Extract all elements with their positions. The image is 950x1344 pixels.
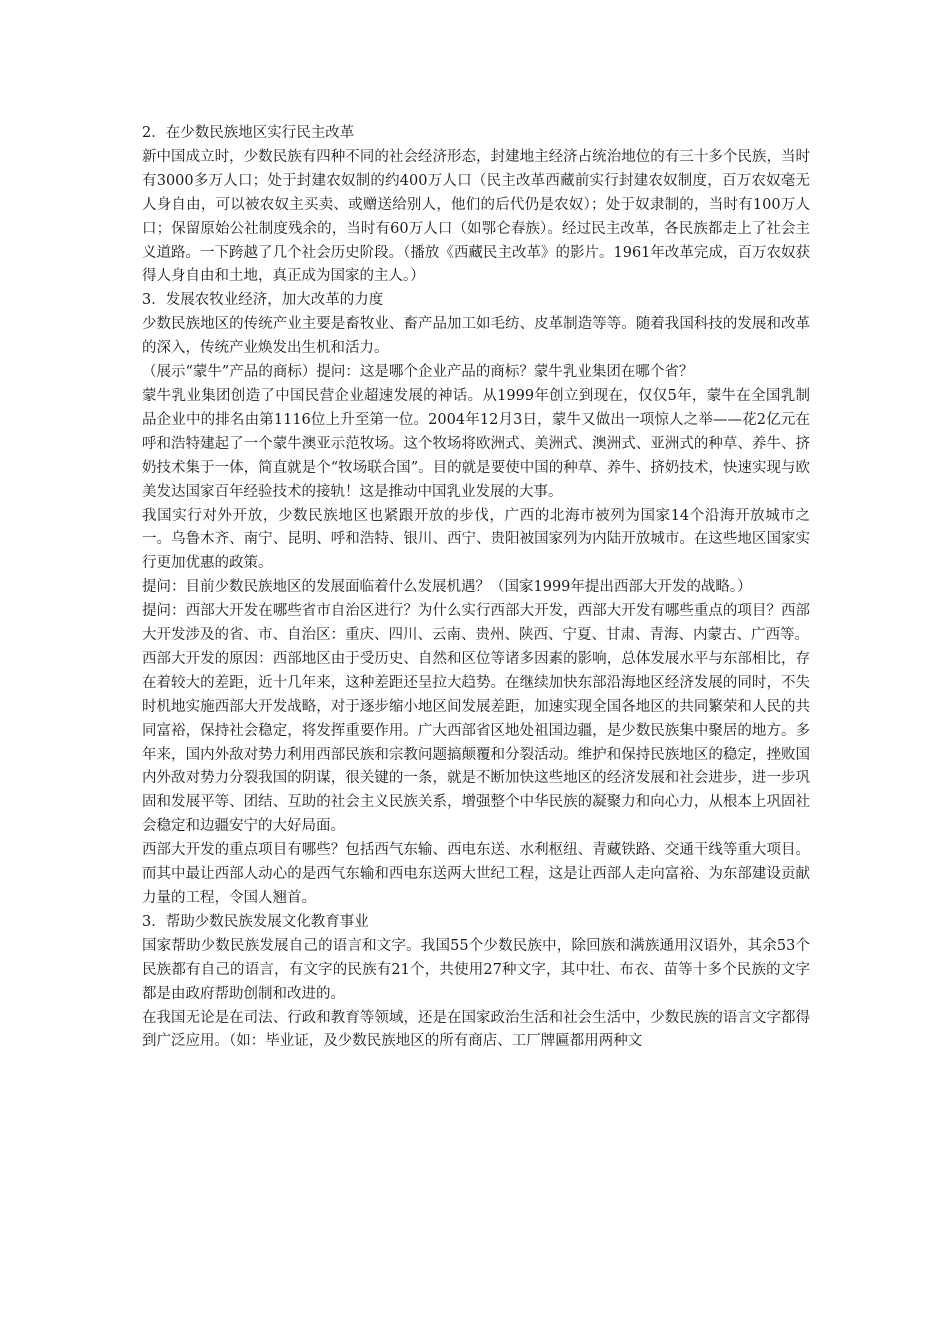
body-paragraph: 新中国成立时，少数民族有四种不同的社会经济形态，封建地主经济占统治地位的有三十多个民族，当时有3000多万人口；处于封建农奴制的约400万人口（民主改革西藏前实行封建农奴制度，百万农奴毫无人身自由，可以被农奴主买卖、或赠送给别人，他们的后代仍是农奴）；处于奴隶制的，当时有100万人口；保留原始公社制度残余的，当时有60万人口（如鄂仑春族）。经过民主改革，各民族都走上了社会主义道路。一下跨越了几个社会历史阶段。（播放《西藏民主改革》的影片。1961年改革完成，百万农奴获得人身自由和土地，真正成为国家的主人。） xyxy=(142,148,810,285)
body-paragraph: 西部大开发的重点项目有哪些？包括西气东输、西电东送、水利枢纽、青藏铁路、交通干线等重大项目。而其中最让西部人动心的是西气东输和西电东送两大世纪工程，这是让西部人走向富裕、为东部建设贡献力量的工程，令国人翘首。 xyxy=(142,842,810,906)
section-heading-agriculture-economy: 3．发展农牧业经济，加大改革的力度 xyxy=(142,292,384,309)
body-paragraph: 提问：目前少数民族地区的发展面临着什么发展机遇？（国家1999年提出西部大开发的战略。） xyxy=(142,579,752,596)
body-paragraph: 提问：西部大开发在哪些省市自治区进行？为什么实行西部大开发，西部大开发有哪些重点的项目？西部大开发涉及的省、市、自治区：重庆、四川、云南、贵州、陕西、宁夏、甘肃、青海、内蒙古、广西等。 xyxy=(142,603,810,644)
body-paragraph: （展示“蒙牛”产品的商标）提问：这是哪个企业产品的商标？蒙牛乳业集团在哪个省？ xyxy=(142,364,694,381)
document-page xyxy=(142,122,810,1054)
body-paragraph: 西部大开发的原因：西部地区由于受历史、自然和区位等诸多因素的影响，总体发展水平与东部相比，存在着较大的差距，近十几年来，这种差距还呈拉大趋势。在继续加快东部沿海地区经济发展的同时，不失时机地实施西部大开发战略，对于逐步缩小地区间发展差距，加速实现全国各地区的共同繁荣和人民的共同富裕，保持社会稳定，将发挥重要作用。广大西部省区地处祖国边疆，是少数民族集中聚居的地方。多年来，国内外敌对势力利用西部民族和宗教问题搞颠覆和分裂活动。维护和保持民族地区的稳定，挫败国内外敌对势力分裂我国的阴谋，很关键的一条，就是不断加快这些地区的经济发展和社会进步，进一步巩固和发展平等、团结、互助的社会主义民族关系，增强整个中华民族的凝聚力和向心力，从根本上巩固社会稳定和边疆安宁的大好局面。 xyxy=(142,650,810,835)
section-heading-culture-education: 3．帮助少数民族发展文化教育事业 xyxy=(142,913,369,930)
body-paragraph: 蒙牛乳业集团创造了中国民营企业超速发展的神话。从1999年创立到现在，仅仅5年，蒙牛在全国乳制品企业中的排名由第1116位上升至第一位。2004年12月3日，蒙牛又做出一项惊人之举——花2亿元在呼和浩特建起了一个蒙牛澳亚示范牧场。这个牧场将欧洲式、美洲式、澳洲式、亚洲式的种草、养牛、挤奶技术集于一体，简直就是个“牧场联合国”。目的就是要使中国的种草、养牛、挤奶技术，快速实现与欧美发达国家百年经验技术的接轨！这是推动中国乳业发展的大事。 xyxy=(142,387,810,500)
body-paragraph: 少数民族地区的传统产业主要是畜牧业、畜产品加工如毛纺、皮革制造等等。随着我国科技的发展和改革的深入，传统产业焕发出生机和活力。 xyxy=(142,316,810,357)
section-heading-democratic-reform: 2．在少数民族地区实行民主改革 xyxy=(142,125,355,141)
body-paragraph: 国家帮助少数民族发展自己的语言和文字。我国55个少数民族中，除回族和满族通用汉语外，其余53个民族都有自己的语言，有文字的民族有21个，共使用27种文字，其中壮、布衣、苗等十多个民族的文字都是由政府帮助创制和改进的。 xyxy=(142,937,810,1002)
body-paragraph: 在我国无论是在司法、行政和教育等领域，还是在国家政治生活和社会生活中，少数民族的语言文字都得到广泛应用。（如：毕业证，及少数民族地区的所有商店、工厂牌匾都用两种文 xyxy=(142,1009,810,1050)
body-paragraph: 我国实行对外开放，少数民族地区也紧跟开放的步伐，广西的北海市被列为国家14个沿海开放城市之一。乌鲁木齐、南宁、昆明、呼和浩特、银川、西宁、贵阳被国家列为内陆开放城市。在这些地区国家实行更加优惠的政策。 xyxy=(142,507,810,572)
